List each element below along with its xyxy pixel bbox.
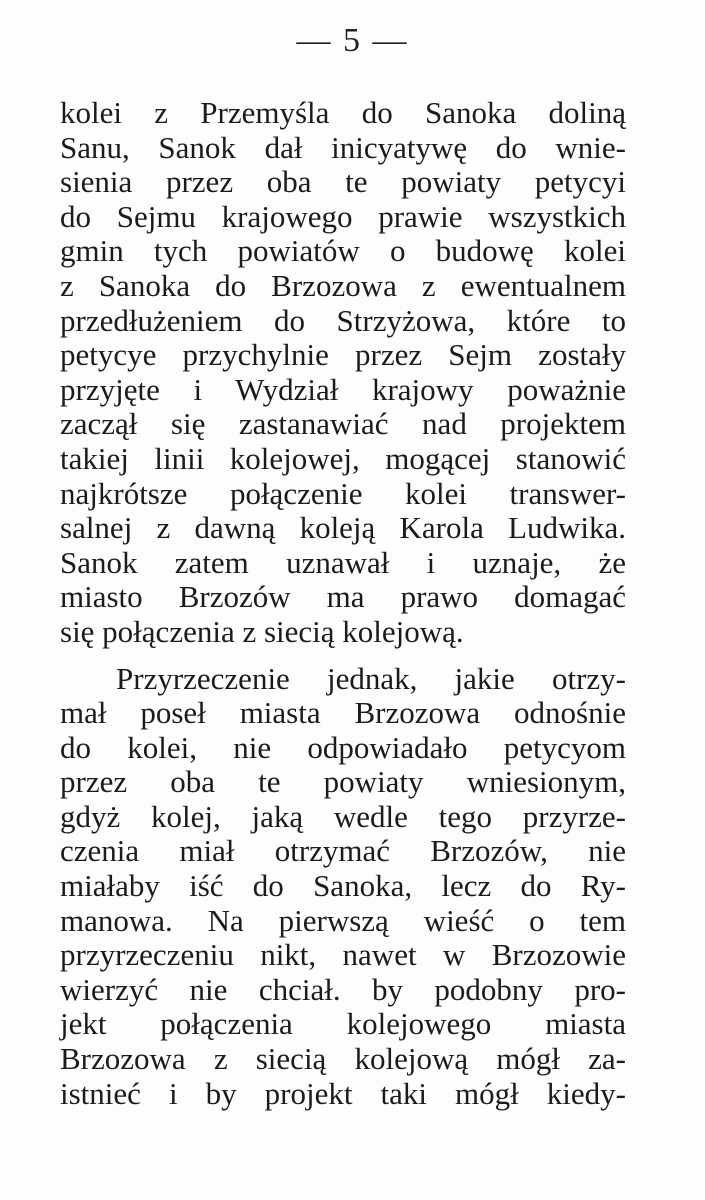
text-line: Przyrzeczenie jednak, jakie otrzy- xyxy=(116,660,626,696)
text-line: gmin tych powiatów o budowę kolei xyxy=(60,233,626,269)
text-line: takiej linii kolejowej, mogącej stanowić xyxy=(60,440,626,476)
text-line: sienia przez oba te powiaty petycyi xyxy=(60,164,626,200)
text-line: z Sanoka do Brzozowa z ewentualnem xyxy=(60,267,626,303)
paragraph-1 xyxy=(60,96,626,650)
text-line: zaczął się zastanawiać nad projektem xyxy=(60,406,626,442)
page-number: — 5 — xyxy=(296,22,409,59)
paragraph-2 xyxy=(60,662,626,1112)
text-line: przyjęte i Wydział krajowy poważnie xyxy=(60,371,626,407)
text-line: czenia miał otrzymać Brzozów, nie xyxy=(60,833,626,869)
text-line: do kolei, nie odpowiadało petycyom xyxy=(60,729,626,765)
text-line: Sanok zatem uznawał i uznaje, że xyxy=(60,544,626,580)
text-line: Brzozowa z siecią kolejową mógł za- xyxy=(60,1041,626,1077)
body-text xyxy=(60,96,626,1111)
text-line: przyrzeczeniu nikt, nawet w Brzozowie xyxy=(60,937,626,973)
text-line: salnej z dawną koleją Karola Ludwika. xyxy=(60,510,626,546)
text-line: do Sejmu krajowego prawie wszystkich xyxy=(60,198,626,234)
text-line: miałaby iść do Sanoka, lecz do Ry- xyxy=(60,868,626,904)
text-line: gdyż kolej, jaką wedle tego przyrze- xyxy=(60,798,626,834)
text-line: istnieć i by projekt taki mógł kiedy- xyxy=(60,1075,626,1111)
text-line: kolei z Przemyśla do Sanoka doliną xyxy=(60,95,626,130)
text-line: jekt połączenia kolejowego miasta xyxy=(60,1006,626,1042)
paragraph-gap xyxy=(60,650,626,662)
text-line: miasto Brzozów ma prawo domagać xyxy=(60,579,626,615)
text-line: mał poseł miasta Brzozowa odnośnie xyxy=(60,695,626,731)
text-line: Sanu, Sanok dał inicyatywę do wnie- xyxy=(60,129,626,165)
text-line: przedłużeniem do Strzyżowa, które to xyxy=(60,302,626,338)
text-line: najkrótsze połączenie kolei transwer- xyxy=(60,475,626,511)
text-line: przez oba te powiaty wniesionym, xyxy=(60,764,626,800)
text-line: się połączenia z siecią kolejową. xyxy=(60,613,464,649)
text-line: petycye przychylnie przez Sejm zostały xyxy=(60,337,626,373)
text-line: wierzyć nie chciał. by podobny pro- xyxy=(60,971,626,1007)
text-line: manowa. Na pierwszą wieść o tem xyxy=(60,902,626,938)
